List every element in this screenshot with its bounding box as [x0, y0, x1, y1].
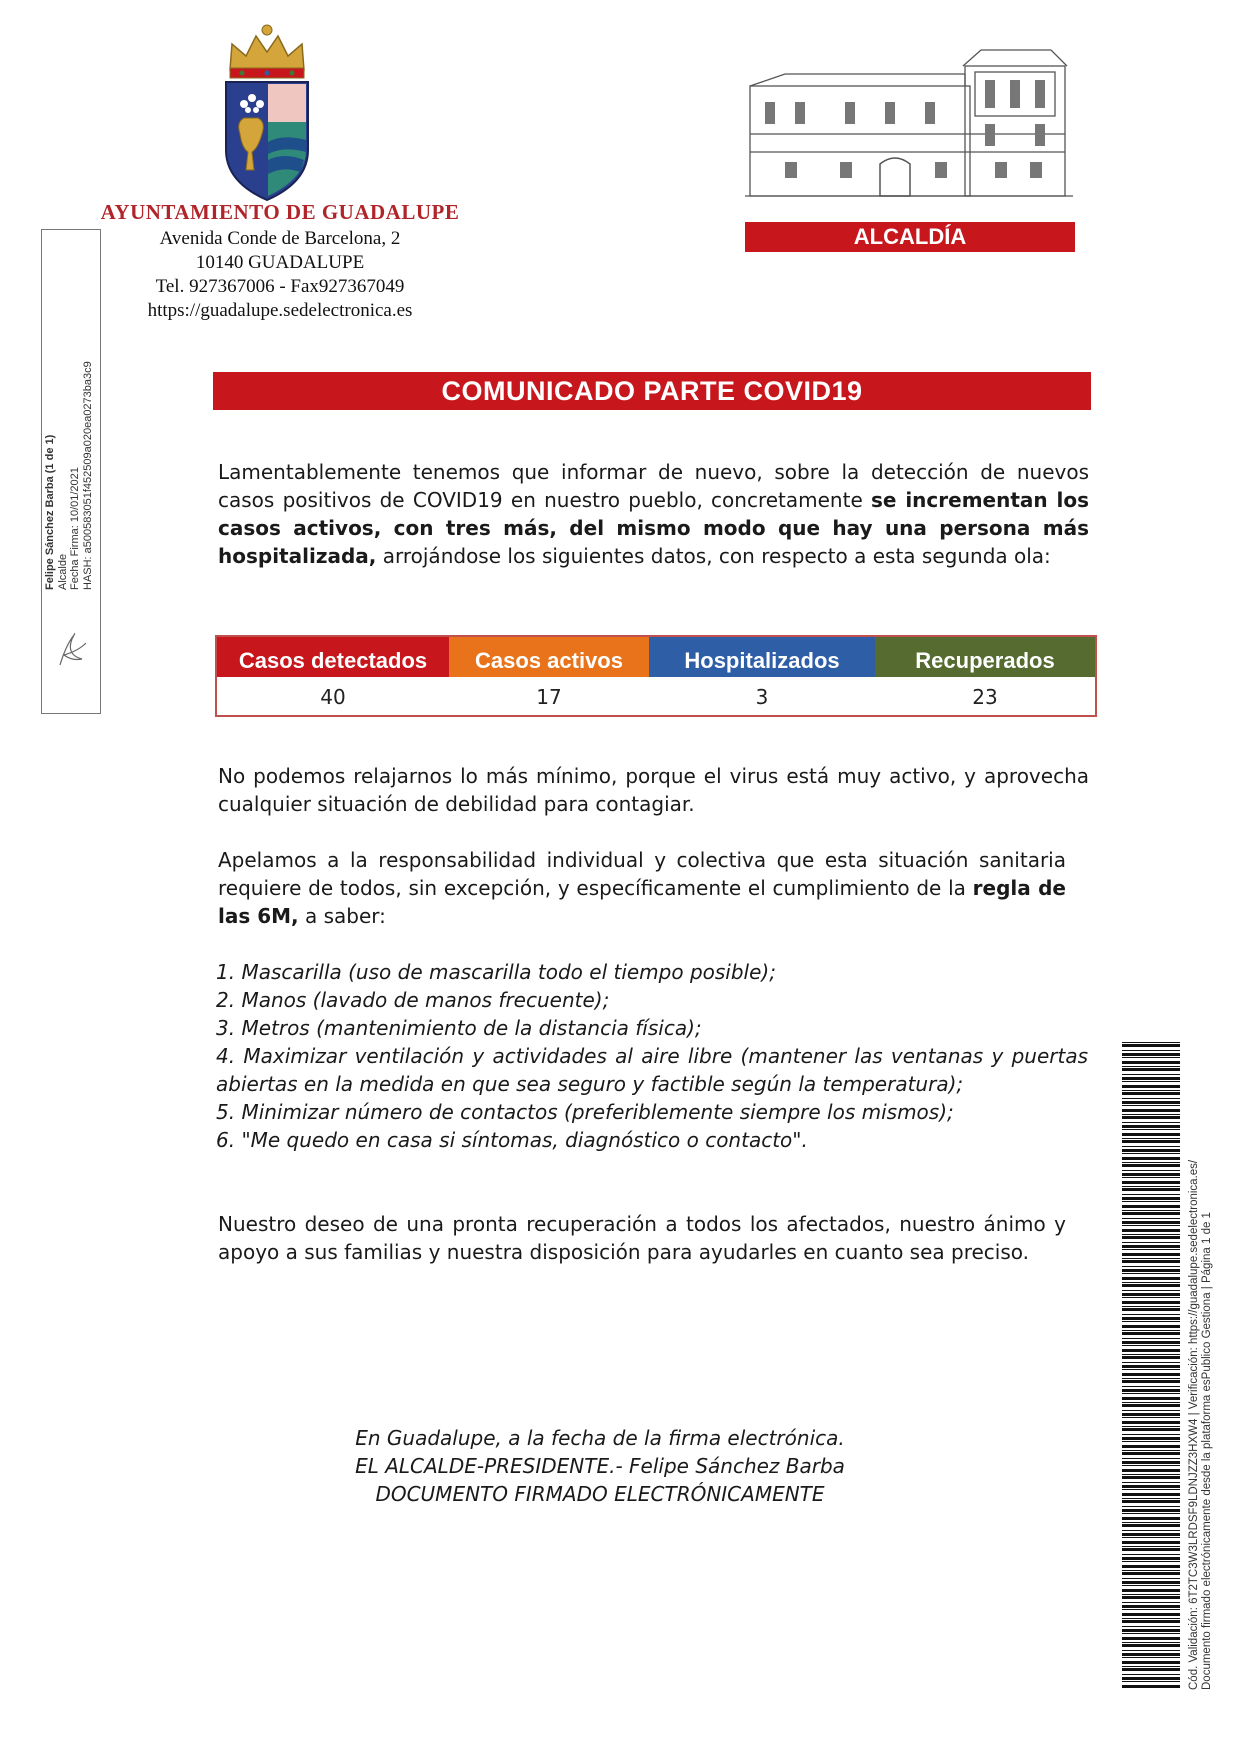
verification-platform: Documento firmado electrónicamente desde la plataforma esPublico Gestiona | Página 1 de 1	[1201, 1212, 1213, 1690]
covid-stats-table	[215, 635, 1097, 717]
list-item: 4. Maximizar ventilación y actividades al aire libre (mantener las ventanas y puertas abiertas en la medida en que sea seguro y factible según la temperatura);	[216, 1044, 1088, 1096]
warning-paragraph: No podemos relajarnos lo más mínimo, porque el virus está muy activo, y aprovecha cualquier situación de debilidad para contagiar.	[218, 764, 1089, 816]
signature-place-date: En Guadalupe, a la fecha de la firma electrónica.	[355, 1426, 845, 1450]
org-name: AYUNTAMIENTO DE GUADALUPE	[100, 200, 460, 224]
intro-highlight: se incrementan los casos activos, con tres más, del mismo modo que hay una persona más hospitalizada,	[218, 488, 1089, 568]
list-item: 5. Minimizar número de contactos (preferiblemente siempre los mismos);	[216, 1100, 954, 1124]
signature-signer: EL ALCALDE-PRESIDENTE.- Felipe Sánchez Barba	[355, 1454, 845, 1478]
page-title: COMUNICADO PARTE COVID19	[213, 372, 1091, 410]
stats-header-recovered: Recuperados	[875, 637, 1095, 677]
verification-text	[1188, 1030, 1214, 1690]
appeal-paragraph	[218, 846, 1066, 930]
coat-of-arms-icon	[222, 22, 312, 204]
intro-paragraph	[218, 458, 1089, 570]
phone-fax: Tel. 927367006 - Fax927367049	[155, 276, 405, 297]
signer-name: Felipe Sánchez Barba (1 de 1)	[44, 434, 56, 590]
closing-paragraph: Nuestro deseo de una pronta recuperación a todos los afectados, nuestro ánimo y apoyo a sus familias y nuestra disposición para ayudarles en cuanto sea preciso.	[218, 1212, 1066, 1264]
website: https://guadalupe.sedelectronica.es	[147, 300, 413, 321]
signature-scribble-icon	[52, 625, 92, 670]
appeal-text-1: Apelamos a la responsabilidad individual y colectiva que esta situación sanitaria requiere de todos, sin excepción, y específicamente el cumplimiento de la	[218, 848, 1066, 900]
list-item: 2. Manos (lavado de manos frecuente);	[216, 988, 610, 1012]
stats-header-active: Casos activos	[449, 637, 649, 677]
appeal-text-2: a saber:	[298, 904, 386, 928]
signature-date: Fecha Firma: 10/01/2021	[69, 467, 81, 590]
postal-code: 10140 GUADALUPE	[195, 252, 365, 273]
signature-sidebar-text	[44, 0, 96, 590]
stats-header-detected: Casos detectados	[217, 637, 449, 677]
list-item: 1. Mascarilla (uso de mascarilla todo el tiempo posible);	[216, 960, 776, 984]
stats-value-active: 17	[536, 685, 562, 709]
town-hall-icon	[745, 44, 1075, 204]
rules-list	[216, 958, 1088, 1154]
intro-text-2: arrojándose los siguientes datos, con respecto a esta segunda ola:	[376, 544, 1051, 568]
verification-code: Cód. Validación: 6T2TC3W3LRDSF9LDNJZZ3HXW4 | Verificación: https://guadalupe.sedelectronica.es/	[1188, 1159, 1200, 1690]
barcode-icon	[1122, 1042, 1180, 1690]
appeal-highlight: regla de las 6M,	[218, 876, 1066, 928]
stats-value-detected: 40	[320, 685, 346, 709]
department-label: ALCALDÍA	[745, 222, 1075, 252]
address: Avenida Conde de Barcelona, 2	[159, 228, 401, 249]
stats-value-recovered: 23	[972, 685, 998, 709]
stats-header-hospitalized: Hospitalizados	[649, 637, 875, 677]
stats-value-hospitalized: 3	[755, 685, 769, 709]
signature-hash: HASH: a500583051f452509a020ea0273ba3c9	[81, 361, 94, 590]
intro-text-1: Lamentablemente tenemos que informar de nuevo, sobre la detección de nuevos casos positivos de COVID19 en nuestro pueblo, concretamente	[218, 460, 1089, 512]
signer-role: Alcalde	[56, 553, 69, 590]
signature-notice: DOCUMENTO FIRMADO ELECTRÓNICAMENTE	[375, 1482, 825, 1506]
stats-header-row	[217, 637, 1095, 677]
list-item: 6. "Me quedo en casa si síntomas, diagnóstico o contacto".	[216, 1128, 808, 1152]
list-item: 3. Metros (mantenimiento de la distancia física);	[216, 1016, 702, 1040]
